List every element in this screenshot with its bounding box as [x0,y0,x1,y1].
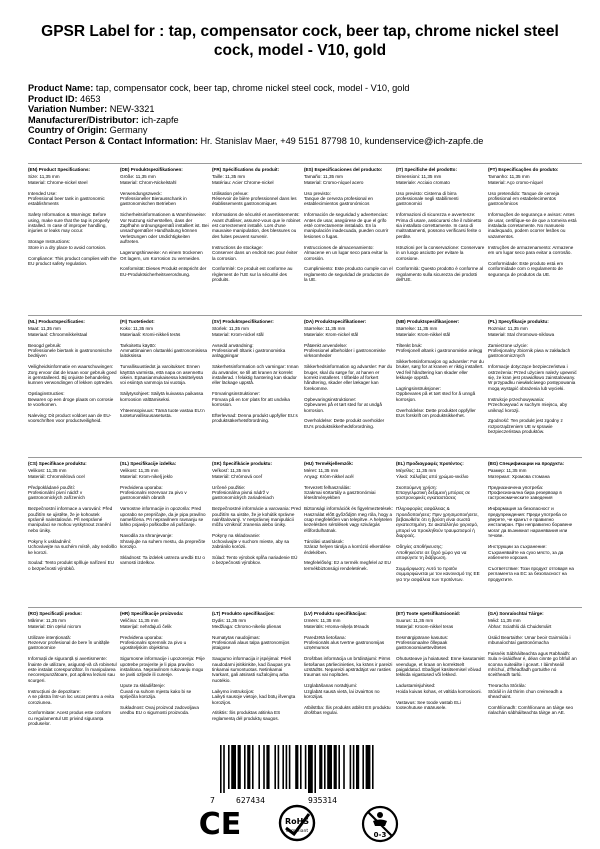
spec-cell-body: Suurus: 11,35 mm Materjal: Kroom-nikkel teras Eesmärgipärane kasutus: Professionaalne õllepaak gastronoomiaettevõtetes Ohutusteave ja hoiatused: Enne kasutamist veenduge, et kraan on korrektselt paigaldatud. Ebaõigel käsitsemisel võivad tekkida vigastused või lekked. Ladustamisjuhised: Hoida kuivas kohas, et vältida korrosiooni. Vastavus: See toode vastab ELi tooteohutuse määrusele. [396,618,485,710]
spec-row [28,607,582,751]
spec-cell [304,167,396,315]
product-info-value: Germany [109,125,148,136]
product-info-label: Product ID: [28,93,78,104]
spec-cell-body: Taille: 11,35 mm Matériau: Acier Chrome-nickel Utilisation prévue: Réservoir de bière professionnel dans les établissements gastronomiques Informations de sécurité et avertissements: Avant d'utiliser, assurez-vous que le robinet est correctement installé. Lors d'une mauvaise manipulation, des blessures ou des fuites peuvent survenir. Instructions de stockage: Conserver dans un endroit sec pour éviter la corrosion. Conformité: Ce produit est conforme au règlement de l'UE sur la sécurité des produits. [212,174,301,283]
barcode-bar [295,745,298,789]
barcode-bar [223,745,225,793]
barcode-bar [305,745,307,789]
barcode-bar [366,745,371,789]
spec-cell-heading: (SL) Specifikacije izdelka: [120,461,177,466]
spec-cell [488,611,580,751]
barcode-bar [319,745,322,789]
barcode-bar [324,745,326,789]
spec-cell-body: Maat: 11,35 mm Materiaal: Chroomnikkelstaal Beoogd gebruik: Professionele biertank in gastronomische bedrijven Veiligheidsinformatie en waarschuwingen: Zorg ervoor dat de kraan voor gebruik goed is geïnstalleerd. Bij onjuiste behandeling kunnen verwondingen of lekken optreden. Opslaginstructies: Bewaren op een droge plaats om corrosie te voorkomen. Naleving: Dit product voldoet aan de EU-voorschriften voor productveiligheid. [28,326,117,424]
barcode-bar [372,745,374,789]
spec-cell-heading: (EN) Product Specifications: [28,167,91,172]
spec-cell [120,167,212,315]
spec-cell-body: Tamanho: 11,35 mm Material: Aço cromo-níquel Uso pretendido: Tanque de cerveja profissional em estabelecimentos gastronômicos Informações de segurança e avisos: Antes de usar, certifique-se de que a torneira está instalada corretamente. No manuseio inadequado, podem ocorrer lesões ou vazamentos. Instruções de armazenamento: Armazene em um lugar seco para evitar a corrosão. Conformidade: Este produto está em conformidade com o regulamento de segurança de produtos da UE. [488,174,577,277]
spec-cell-heading: (BG) Спецификации на продукта: [488,461,565,466]
product-info-label: Variation Number: [28,104,108,115]
svg-text:0-3: 0-3 [373,831,387,839]
spec-cell-body: Dydis: 11,35 mm Medžiaga: Chromo-nikelio plienas Numatytas naudojimas: Profesionali alaus talpa gastronomijos įstaigose Saugumo informacija ir įspėjimai: Prieš naudodami įsitikinkite, kad čiaupas yra tinkamai sumontuotas. Netinkamai tvarkant, gali atsirasti sužalojimų arba nuotėkio. Laikymo instrukcijos: Laikyti sausoje vietoje, kad būtų išvengta korozijos. Atitiktis: Šis produktas atitinka ES reglamentą dėl produktų saugos. [212,618,296,721]
barcode-bar [228,745,230,789]
spec-cell-heading: (DA) Produktspecifikationer: [304,319,367,324]
spec-cell [304,461,396,607]
spec-cell-body: Dimensioni: 11,35 mm Materiale: Acciaio cromato Uso previsto: Cisterna di birra professionale negli stabilimenti gastronomici Informazioni di sicurezza e avvertenze: Prima di usare, assicurarsi che il rubinetto sia installato correttamente. In caso di maltrattamenti, possono verificarsi ferite o perdite. Istruzioni per la conservazione: Conservare in un luogo asciutto per evitare la corrosione. Conformità: Questo prodotto è conforme al regolamento sulla sicurezza dei prodotti dell'UE. [396,174,485,283]
compliance-marks [200,804,400,844]
barcode-bar [274,745,276,789]
spec-cell-heading: (SK) Špecifikácie produktu: [212,461,272,466]
spec-cell-body: Tamaño: 11,35 mm Material: Cromo-níquel acero Uso previsto: Tanque de cerveza profesional en establecimientos gastronómicos Información de seguridad y advertencias: Antes de usar, asegúrese de que el grifo esté correctamente instalado. En la manipulación inadecuada, pueden ocurrir lesiones o fugas. Instrucciones de almacenamiento: Almacene en un lugar seco para evitar la corrosión. Cumplimiento: Este producto cumple con el reglamento de seguridad de productos de la UE. [304,174,393,283]
product-info-value: 4653 [80,93,101,104]
spec-cell [304,611,396,751]
svg-text:CE: CE [200,807,240,840]
spec-cell-body: Mărime: 11,35 mm Material: Din oțelul nicrom Utilizare intenționată: Rezervor profesional de bere în unitățile gastronomice Informații de siguranță și avertismente: Înainte de utilizare, asigurați-vă că robinetul este instalat corespunzător. În manipularea necorespunzătoare, pot apărea leziuni sau scurgeri. Instrucțiuni de depozitare: A se păstra într-un loc uscat pentru a evita coroziunea. Conformitate: Acest produs este conform cu regulamentul UE privind siguranța produselor. [28,618,117,727]
barcode-bar [286,745,288,789]
spec-cell-heading: (SV) Produktspecifikationer: [212,319,274,324]
spec-cell-heading: (HR) Specifikacije proizvoda: [120,611,184,616]
barcode-bars [218,745,374,793]
spec-cell [304,319,396,457]
barcode-bar [278,745,280,789]
spec-cell-body: Μέγεθος: 11,35 mm Υλικό: Χάλυβας από χρώμιο-νικέλιο Σκοπούμενη χρήση: Επαγγελματική δεξαμενή μπύρας σε γαστρονομικές εγκαταστάσεις Πληροφορίες ασφάλειας & προειδοποιήσεις: Πριν χρησιμοποιήσετε, βεβαιωθείτε ότι η βρύση είναι σωστά εγκατεστημένη. Σε ακατάλληλο χειρισμό, μπορεί να προκληθούν τραυματισμοί ή διαρροές. Οδηγίες αποθήκευσης: Αποθηκεύστε σε ξηρό χώρο για να αποφύγετε τη διάβρωση. Συμμόρφωση: Αυτό το προϊόν συμμορφώνεται με τον κανονισμό της ΕΕ για την ασφάλεια των προϊόντων. [396,468,480,582]
barcode-bar [300,745,302,789]
product-info-value: NEW-3321 [109,104,155,115]
spec-cell-heading: (FR) Spécifications du produit: [212,167,280,172]
barcode-bar [238,745,241,789]
spec-cell [212,167,304,315]
specifications-grid [28,163,582,751]
barcode-bar [282,745,284,789]
barcode-bar [231,745,236,789]
spec-cell-heading: (IT) Specifiche del prodotto: [396,167,457,172]
svg-text:compliant: compliant [285,829,309,834]
spec-cell-heading: (DE) Produktspezifikationen: [120,167,183,172]
spec-cell [488,167,580,315]
spec-cell [120,319,212,457]
spec-cell-heading: (LT) Produkto specifikacijos: [212,611,275,616]
rohs-compliant-icon [278,804,316,847]
spec-cell [396,611,488,751]
barcode-bar [308,745,313,793]
product-info-label: Product Name: [28,83,94,93]
product-info-line [28,104,588,115]
barcode-digit-lead: 7 [210,796,215,805]
product-info-value: Hr. Stanislav Maer, +49 5151 87798 10, kundenservice@ich-zapfe.de [200,135,484,146]
barcode-bar [362,745,364,789]
spec-cell [212,611,304,751]
spec-cell-body: Größe: 11,35 mm Material: Chrom-Nickelstahl Verwendungszweck: Professioneller Bierausschank in gastronomischen Betrieben Sicherheitsinformationen & Warnhinweise: Vor Nutzung sicherstellen, dass der Zapfhahn ordnungsgemäß installiert ist. Bei unsachgemäßer Handhabung können Verletzungen oder Undichtigkeiten auftreten. Lagerungshinweise: An einem trockenen Ort lagern, um Korrosion zu vermeiden. Konformität: Dieses Produkt entspricht der EU-Produktsicherheitsverordnung. [120,174,209,277]
spec-cell-body: Veľkosť: 11,35 mm Materiál: Chrómová oceľ Určené použitie: Profesionálna pivná nádrž v gastronomických zariadeniach Bezpečnostné informácie a varovania: Pred použitím sa uistite, že je kohútik správne nainštalovaný. V nesprávnej manipulácii môžu vzniknúť zranenia alebo úniky. Pokyny na skladovanie: Uchovávajte v suchom mieste, aby sa zabránilo korózii. Súlad: Tento výrobok spĺňa nariadenie EÚ o bezpečnosti výrobkov. [212,468,301,566]
spec-cell-body: Size: 11,35 mm Material: Chrome-nickel steel Intended Use: Professional beer tank in gastronomic establishments Safety Information & Warnings: Before using, make sure that the tap is properly installed. In case of improper handling, injuries or leaks may occur. Storage Instructions: Store in a dry place to avoid corrosion. Compliance: This product complies with the EU product safety regulation. [28,174,117,266]
spec-cell-heading: (HU) Termékjellemzők: [304,461,354,466]
spec-cell-heading: (PL) Specyfikacje produktu: [488,319,549,324]
product-info-value: ich-zapfe [141,114,179,125]
ean-barcode [210,745,374,805]
spec-cell-heading: (GA) Sonraíochtaí Táirge: [488,611,544,616]
barcode-bar [247,745,250,789]
spec-cell [396,461,488,607]
spec-cell [212,319,304,457]
product-info-label: Manufacturer/Distributor: [28,114,139,125]
barcode-bar [350,745,352,789]
spec-row [28,163,582,315]
spec-cell [28,167,120,315]
spec-cell-body: Rozmiar: 11,35 mm Materiał: Stal chromowo-niklowa Zamierzone użycie: Profesjonalny zbiornik piwa w zakładach gastronomicznych Informacje dotyczące bezpieczeństwa i ostrzeżenia: Przed użyciem należy upewnić się, że kran jest prawidłowo zainstalowany. W przypadku niewłaściwego postępowania mogą wystąpić obrażenia lub wycieki. Instrukcje przechowywania: Przechowywać w suchym miejscu, aby uniknąć korozji. Zgodność: Ten produkt jest zgodny z rozporządzeniem UE w sprawie bezpieczeństwa produktów. [488,326,577,435]
spec-cell-body: Méid: 11,35 mm Ábhar: Sciathlú dá Chuidsmáirt Úsáid Beartaithe: Umar beoir Gairmiúla i mbunaíochtaí gastronómacha Faisnéis Sábháilteachta agus Rabhaidh: Sula n-úsáidfear é, déan cinnte go bhfuil an sconna suiteáilte i gceart. I láimhseáil mhíchuí, d'fhéadfadh gortuithe nó sceitheadh tarlú. Treoracha Stórála: Stóráil in áit thirim chun creimeadh a sheachaint. Comhlíonadh: Comhlíonann an táirge seo rialachán sábháilteachta táirge an AE. [488,618,577,716]
spec-cell-heading: (CS) Specifikace produktu: [28,461,87,466]
spec-cell-body: Størrelse: 11,35 mm Materiale: Krom-nikkel stål Tiltenkt bruk: Profesjonell øltank i gastronomiske anlegg Sikkerhetsinformasjon og advarsler: Før du bruker, sørg for at kranen er riktig installert. Ved feil håndtering kan skader eller lekkasje oppstå. Lagringsinstruksjoner: Oppbevares på et tørt sted for å unngå korrosjon. Overholdelse: Dette produktet oppfyller EUs forskrift om produktsikkerhet. [396,326,484,418]
spec-cell [28,461,120,607]
spec-cell [28,611,120,751]
barcode-bar [244,745,246,789]
barcode-bar [334,745,337,789]
spec-cell-heading: (FI) Tuotetiedot: [120,319,155,324]
spec-cell-heading: (EL) Προδιαγραφές προϊόντος: [396,461,464,466]
product-info-value: tap, compensator cock, beer tap, chrome nickel steel cock, model - V10, gold [95,83,410,93]
spec-cell [28,319,120,457]
spec-cell-body: Méret: 11,35 mm Anyag: Króm-nikkel acél Tervezett felhasználás: Szakmai sörtartály a gasztronómiai létesítményekben Biztonsági információk és figyelmeztetések: Használat előtt győződjön meg róla, hogy a csap megfelelően van telepítve. A helytelen kezelésben sérülések vagy szivárgás előfordulhatnak. Tárolási utasítások: Száraz helyen tárolja a korrózió elkerülése érdekében. Megfelelőség: Ez a termék megfelel az EU termékbiztonsági rendeletének. [304,468,393,571]
barcode-bar [314,745,316,793]
spec-cell [488,319,580,457]
not-for-children-0-3-icon [360,804,400,849]
spec-cell-body: Koko: 11,35 mm Materiaali: Kromi-nikkeli teräs Tarkoitettu käyttö: Ammattimainen oluttankki gastronomisissa laitoksissa Turvallisuustiedot ja varoitukset: Ennen käyttöä varmista, että napa on asennettu oikein. Epäasianmukaisessa käsittelyssä voi esiintyä vammoja tai vuotoja. Säilytysohjeet: Säilytä kuivassa paikassa korroosion välttämiseksi. Yhteensopivuus: Tämä tuote vastaa EU:n tuoteturvallisuusasetusta. [120,326,208,418]
spec-cell-body: Размер: 11,35 mm Материал: Хромова стомана Предназначена употреба: Професионална бира резервоар в гастрономическите заведения Информация за безопасност и предупреждения: Преди употреба се уверете, че кранът е правилно инсталиран. При неправилно боравене могат да възникнат наранявания или течове. Инструкции за съхранение: Съхранявайте на сухо място, за да избегнете корозия. Съответствие: Този продукт отговаря на регламента на ЕС за безопасност на продуктите. [488,468,574,582]
spec-cell-body: Veličina: 11,35 mm Materijal: nehrđajući čelik Predviđena uporaba: Profesionalni spremnik za pivo u ugostiteljskim objektima Sigurnosne informacije i upozorenja: Prije upotrebe provjerite je li pipa pravilno instalirana. Nepravilnom rukovanju mogu se javiti ozljede ili curenje. Upute za skladištenje: Čuvati na suhom mjestu kako bi se spriječila korozija. Sukladnost: Ovaj proizvod zadovoljava uredbu EU o sigurnosti proizvoda. [120,618,205,716]
ce-mark-icon [200,806,240,845]
product-info-line [28,136,588,147]
barcode-bar [327,745,332,789]
barcode-bar [220,745,222,793]
spec-cell [212,461,304,607]
barcode-bar [353,745,355,789]
spec-cell-heading: (RO) Specificații produs: [28,611,82,616]
spec-cell-body: Izmērs: 11,35 mm Materiāls: Hroma-niķeļa tērauds Paredzētā lietošana: Profesionāls alus tvertne gastronomijas uzņēmumos Drošības informācija un brīdinājumi: Pirms lietošanas pārliecinieties, ka krāns ir pareizi uzstādīts. Nepareizi apstrādājot var rasties traumas vai noplūdes. Uzglabāšanas norādījumi: Uzglabāt sausā vietā, lai izvairītos no korozijas. Atbilstība: Šis produkts atbilst ES produktu drošības regulai. [304,618,393,716]
spec-cell-heading: (PT) Especificações do produto: [488,167,559,172]
spec-cell-body: Størrelse: 11,35 mm Materiale: Krom-nickel stål Påtænkt anvendelse: Professionel ølbeholder i gastronomiske virksomheder Sikkerhedsinformation og advarsler: Før du bruger, skal du sørge for, at hanen er korrekt installeret. I tilfælde af forkert håndtering, skader eller lækager kan forekomme. Opbevaringsinstruktioner: Opbevares på et tørt sted for at undgå korrosion. Overholdelse: Dette produkt overholder EU's produktsikkerhedsforordning. [304,326,393,429]
product-info-line [28,115,588,126]
page-title: GPSR Label for : tap, compensator cock, beer tap, chrome nickel steel cock, model - V10, gold [41,23,559,59]
barcode-digit-right: 935314 [308,796,337,805]
spec-cell [120,611,212,751]
spec-cell-body: Velikost: 11,35 mm Material: Krom-nikelj jeklo Predvidena uporaba: Profesionalni rezervoar za pivo v gastronomskih obratih Varnostne informacije in opozorila: Pred uporabo se prepričajte, da je pipa pravilno nameščena. Pri nepravilnem ravnanju se lahko pojavijo poškodbe ali puščanje. Navodila za shranjevanje: Shranjujte na suhem mestu, da preprečite korozijo. Skladnost: Ta izdelek ustreza uredbi EU o varnosti izdelkov. [120,468,206,566]
spec-row [28,315,582,457]
barcode-bar [338,745,340,789]
barcode-bar [343,745,345,789]
product-info-line [28,83,588,94]
barcode-bar [252,745,254,789]
spec-cell-body: Storlek: 11,35 mm Material: Krom-nickel stål Avsedd användning: Professionell öltank i gastronomiska anläggningar Säkerhetsinformation och varningar: Innan du använder, se till att kranen är korrekt installerad. I felaktig hantering kan skador eller läckage uppstå. Förvaringsinstruktioner: Förvara på en torr plats för att undvika korrosion. Efterlevnad: Denna produkt uppfyller EU:s produktsäkerhetsförordning. [212,326,299,424]
product-info-line [28,94,588,105]
spec-cell-heading: (ET) Toote spetsifikatsioonid: [396,611,461,616]
spec-cell-heading: (ES) Especificaciones del producto: [304,167,383,172]
barcode-bar [258,745,260,789]
barcode-digit-left: 627434 [236,796,265,805]
product-info-block [28,83,588,147]
barcode-bar [266,745,269,789]
spec-cell-body: Velikost: 11,35 mm Materiál: Chromniklová ocel Předpokládané použití: Profesionální pivní nádrž v gastronomických zařízeních Bezpečnostní informace a varování: Před použitím se ujistěte, že je kohoutek správně nainstalován. Při nesprávné manipulaci se mohou vyskytnout zranění nebo úniky. Pokyny k uskladnění: Uchovávejte na suchém místě, aby nedošlo ke korozi. Soulad: Tento produkt splňuje nařízení EU o bezpečnosti výrobků. [28,468,117,571]
spec-cell-heading: (NL) Productspecificaties: [28,319,85,324]
spec-cell [488,461,580,607]
spec-cell-heading: (LV) Produktu specifikācijas: [304,611,367,616]
product-info-line [28,125,588,136]
svg-text:RoHS: RoHS [284,817,310,826]
spec-row [28,457,582,607]
barcode-bar [263,745,265,789]
product-info-label: Contact Person & Contact Information: [28,135,198,146]
spec-cell [120,461,212,607]
barcode-bar [289,745,291,789]
spec-cell-heading: (NB) Produktspesifikasjoner: [396,319,460,324]
spec-cell [396,319,488,457]
product-info-label: Country of Origin: [28,125,108,136]
spec-cell [396,167,488,315]
barcode-bar [356,745,359,789]
